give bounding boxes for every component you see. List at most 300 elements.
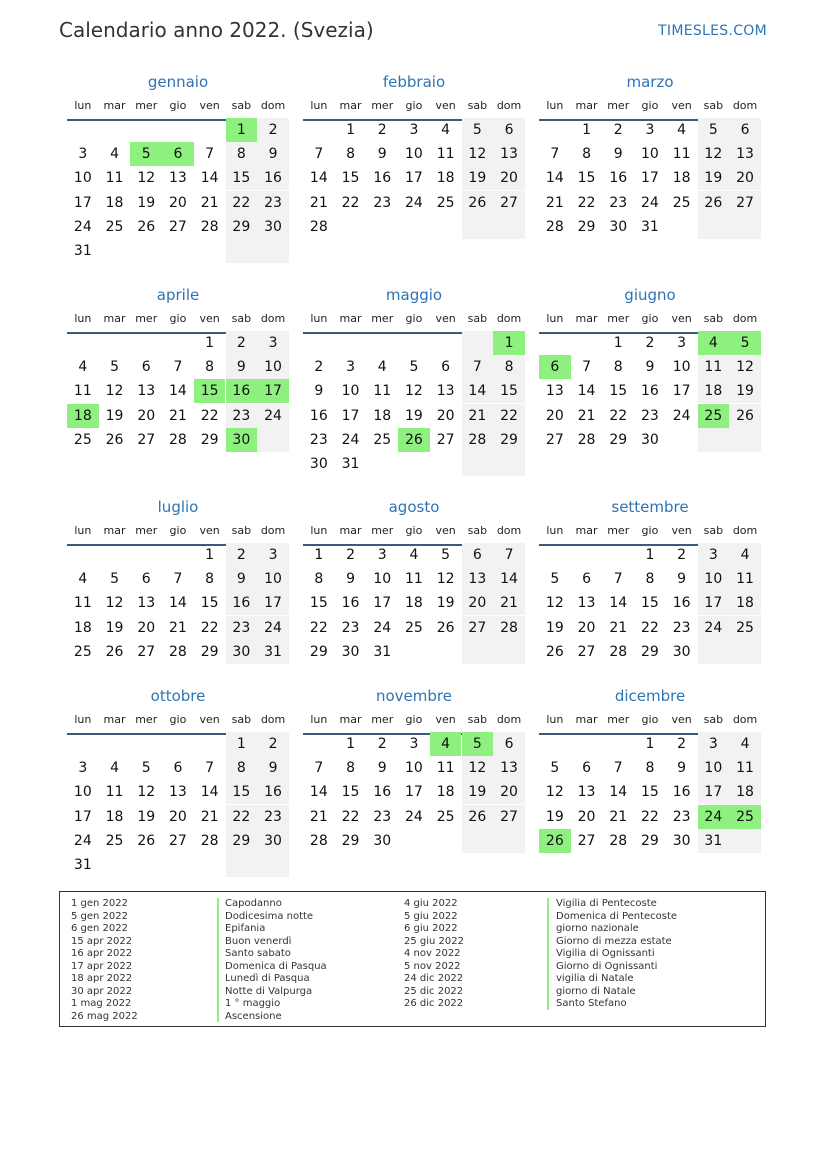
day-cell[interactable]: 1 — [205, 547, 215, 563]
day-cell[interactable]: 26 — [105, 643, 124, 660]
day-cell[interactable]: 28 — [609, 643, 628, 660]
day-cell[interactable]: 9 — [645, 359, 655, 376]
day-cell[interactable]: 8 — [493, 355, 525, 379]
day-cell[interactable]: 31 — [373, 643, 392, 660]
day-cell[interactable]: 22 — [200, 619, 219, 636]
day-cell[interactable]: 8 — [346, 146, 355, 163]
day-cell[interactable]: 18 — [105, 194, 124, 211]
day-cell[interactable]: 25 — [373, 431, 392, 448]
day-cell[interactable]: 1 — [645, 547, 655, 563]
day-cell[interactable]: 3 — [257, 331, 289, 355]
day-cell[interactable]: 11 — [698, 355, 730, 379]
day-cell[interactable]: 7 — [493, 543, 525, 567]
day-cell[interactable]: 1 — [314, 547, 324, 563]
day-cell[interactable]: 27 — [577, 832, 596, 849]
day-cell[interactable]: 14 — [462, 379, 494, 403]
day-cell[interactable]: 26 — [137, 832, 156, 849]
day-cell[interactable]: 5 — [441, 547, 451, 563]
day-cell[interactable]: 14 — [493, 567, 525, 591]
day-cell[interactable]: 5 — [550, 571, 560, 588]
day-cell[interactable]: 28 — [462, 428, 494, 452]
day-cell[interactable]: 5 — [729, 331, 761, 355]
day-cell[interactable]: 30 — [309, 456, 328, 472]
day-cell[interactable]: 22 — [200, 407, 219, 424]
day-cell[interactable]: 21 — [309, 808, 328, 825]
day-cell[interactable]: 2 — [314, 359, 324, 376]
day-cell[interactable]: 21 — [609, 619, 628, 636]
day-cell[interactable]: 13 — [545, 383, 564, 400]
day-cell[interactable]: 31 — [698, 829, 730, 853]
day-cell[interactable]: 7 — [173, 359, 183, 376]
brand-logo-text[interactable]: TIMESLES.COM — [658, 23, 767, 39]
day-cell[interactable]: 4 — [698, 331, 730, 355]
day-cell[interactable]: 22 — [226, 191, 258, 215]
day-cell[interactable]: 7 — [613, 571, 623, 588]
day-cell[interactable]: 2 — [677, 547, 687, 563]
day-cell[interactable]: 22 — [341, 194, 360, 211]
day-cell[interactable]: 4 — [729, 732, 761, 756]
day-cell[interactable]: 13 — [169, 170, 187, 187]
day-cell[interactable]: 18 — [373, 407, 392, 424]
day-cell[interactable]: 12 — [137, 784, 156, 801]
day-cell[interactable]: 3 — [346, 359, 355, 376]
day-cell[interactable]: 3 — [377, 547, 387, 563]
day-cell[interactable]: 5 — [141, 760, 151, 777]
day-cell[interactable]: 26 — [436, 619, 455, 636]
day-cell[interactable]: 21 — [169, 407, 187, 424]
day-cell[interactable]: 26 — [698, 191, 730, 215]
day-cell[interactable]: 19 — [405, 407, 423, 424]
day-cell[interactable]: 8 — [613, 359, 623, 376]
day-cell[interactable]: 8 — [346, 760, 355, 777]
day-cell[interactable]: 21 — [577, 407, 596, 424]
day-cell[interactable]: 26 — [137, 218, 156, 235]
day-cell[interactable]: 3 — [409, 736, 419, 752]
day-cell[interactable]: 15 — [309, 595, 328, 612]
day-cell[interactable]: 24 — [405, 808, 423, 825]
day-cell[interactable]: 2 — [377, 736, 387, 752]
day-cell[interactable]: 8 — [205, 359, 215, 376]
day-cell[interactable]: 1 — [613, 335, 623, 351]
day-cell[interactable]: 3 — [698, 732, 730, 756]
day-cell[interactable]: 10 — [73, 170, 92, 187]
day-cell[interactable]: 16 — [226, 379, 258, 403]
day-cell[interactable]: 18 — [436, 784, 455, 801]
day-cell[interactable]: 19 — [436, 595, 455, 612]
day-cell[interactable]: 28 — [309, 218, 328, 235]
day-cell[interactable]: 16 — [672, 595, 691, 612]
day-cell[interactable]: 27 — [545, 431, 564, 448]
day-cell[interactable]: 20 — [169, 194, 187, 211]
day-cell[interactable]: 15 — [226, 780, 258, 804]
day-cell[interactable]: 27 — [137, 431, 156, 448]
day-cell[interactable]: 25 — [729, 616, 761, 640]
day-cell[interactable]: 17 — [698, 591, 730, 615]
day-cell[interactable]: 24 — [698, 616, 730, 640]
day-cell[interactable]: 3 — [78, 760, 88, 777]
day-cell[interactable]: 30 — [672, 643, 691, 660]
day-cell[interactable]: 2 — [346, 547, 355, 563]
day-cell[interactable]: 12 — [436, 571, 455, 588]
day-cell[interactable]: 20 — [577, 808, 596, 825]
day-cell[interactable]: 16 — [373, 784, 392, 801]
day-cell[interactable]: 14 — [609, 784, 628, 801]
day-cell[interactable]: 29 — [577, 218, 596, 235]
day-cell[interactable]: 6 — [462, 543, 494, 567]
day-cell[interactable]: 1 — [226, 118, 258, 142]
day-cell[interactable]: 22 — [609, 407, 628, 424]
day-cell[interactable]: 15 — [609, 383, 628, 400]
day-cell[interactable]: 20 — [545, 407, 564, 424]
day-cell[interactable]: 4 — [441, 122, 451, 138]
day-cell[interactable]: 15 — [341, 170, 360, 187]
day-cell[interactable]: 6 — [539, 355, 571, 379]
day-cell[interactable]: 16 — [672, 784, 691, 801]
day-cell[interactable]: 9 — [226, 567, 258, 591]
day-cell[interactable]: 24 — [405, 194, 423, 211]
day-cell[interactable]: 8 — [582, 146, 591, 163]
day-cell[interactable]: 5 — [110, 359, 119, 376]
day-cell[interactable]: 23 — [309, 431, 328, 448]
day-cell[interactable]: 18 — [672, 170, 691, 187]
day-cell[interactable]: 25 — [672, 194, 691, 211]
day-cell[interactable]: 18 — [729, 591, 761, 615]
day-cell[interactable]: 3 — [257, 543, 289, 567]
day-cell[interactable]: 6 — [141, 359, 151, 376]
day-cell[interactable]: 27 — [729, 191, 761, 215]
day-cell[interactable]: 25 — [405, 619, 423, 636]
day-cell[interactable]: 17 — [373, 595, 392, 612]
day-cell[interactable]: 2 — [226, 331, 258, 355]
day-cell[interactable]: 16 — [226, 591, 258, 615]
day-cell[interactable]: 20 — [137, 407, 156, 424]
day-cell[interactable]: 13 — [169, 784, 187, 801]
day-cell[interactable]: 30 — [257, 829, 289, 853]
day-cell[interactable]: 1 — [226, 732, 258, 756]
day-cell[interactable]: 18 — [405, 595, 423, 612]
day-cell[interactable]: 17 — [257, 591, 289, 615]
day-cell[interactable]: 13 — [493, 756, 525, 780]
day-cell[interactable]: 6 — [582, 571, 591, 588]
day-cell[interactable]: 20 — [493, 780, 525, 804]
day-cell[interactable]: 9 — [377, 760, 387, 777]
day-cell[interactable]: 10 — [257, 355, 289, 379]
day-cell[interactable]: 13 — [462, 567, 494, 591]
day-cell[interactable]: 17 — [73, 194, 92, 211]
day-cell[interactable]: 20 — [137, 619, 156, 636]
day-cell[interactable]: 5 — [698, 118, 730, 142]
day-cell[interactable]: 8 — [226, 142, 258, 166]
day-cell[interactable]: 4 — [729, 543, 761, 567]
day-cell[interactable]: 4 — [78, 571, 88, 588]
day-cell[interactable]: 26 — [729, 404, 761, 428]
day-cell[interactable]: 10 — [73, 784, 92, 801]
day-cell[interactable]: 25 — [436, 194, 455, 211]
day-cell[interactable]: 4 — [110, 146, 119, 163]
day-cell[interactable]: 4 — [78, 359, 88, 376]
day-cell[interactable]: 28 — [609, 832, 628, 849]
day-cell[interactable]: 7 — [173, 571, 183, 588]
day-cell[interactable]: 24 — [373, 619, 392, 636]
day-cell[interactable]: 12 — [545, 784, 564, 801]
day-cell[interactable]: 14 — [545, 170, 564, 187]
day-cell[interactable]: 5 — [462, 732, 494, 756]
day-cell[interactable]: 6 — [729, 118, 761, 142]
day-cell[interactable]: 25 — [105, 218, 124, 235]
day-cell[interactable]: 20 — [436, 407, 455, 424]
day-cell[interactable]: 2 — [226, 543, 258, 567]
day-cell[interactable]: 5 — [462, 118, 494, 142]
day-cell[interactable]: 14 — [200, 784, 219, 801]
day-cell[interactable]: 29 — [609, 431, 628, 448]
day-cell[interactable]: 3 — [409, 122, 419, 138]
day-cell[interactable]: 11 — [373, 383, 392, 400]
day-cell[interactable]: 25 — [73, 643, 92, 660]
day-cell[interactable]: 16 — [641, 383, 659, 400]
day-cell[interactable]: 15 — [577, 170, 596, 187]
day-cell[interactable]: 15 — [226, 166, 258, 190]
day-cell[interactable]: 25 — [729, 805, 761, 829]
day-cell[interactable]: 18 — [729, 780, 761, 804]
day-cell[interactable]: 9 — [257, 756, 289, 780]
day-cell[interactable]: 23 — [257, 191, 289, 215]
day-cell[interactable]: 30 — [257, 215, 289, 239]
day-cell[interactable]: 11 — [105, 170, 124, 187]
day-cell[interactable]: 3 — [645, 122, 655, 138]
day-cell[interactable]: 29 — [641, 832, 659, 849]
day-cell[interactable]: 29 — [200, 643, 219, 660]
day-cell[interactable]: 14 — [609, 595, 628, 612]
day-cell[interactable]: 23 — [373, 808, 392, 825]
day-cell[interactable]: 18 — [436, 170, 455, 187]
day-cell[interactable]: 23 — [672, 619, 691, 636]
day-cell[interactable]: 21 — [545, 194, 564, 211]
day-cell[interactable]: 26 — [462, 191, 494, 215]
day-cell[interactable]: 23 — [609, 194, 628, 211]
day-cell[interactable]: 16 — [309, 407, 328, 424]
day-cell[interactable]: 24 — [257, 404, 289, 428]
day-cell[interactable]: 6 — [141, 571, 151, 588]
day-cell[interactable]: 27 — [169, 832, 187, 849]
day-cell[interactable]: 19 — [545, 619, 564, 636]
day-cell[interactable]: 17 — [698, 780, 730, 804]
day-cell[interactable]: 9 — [677, 571, 687, 588]
day-cell[interactable]: 19 — [462, 166, 494, 190]
day-cell[interactable]: 17 — [641, 170, 659, 187]
day-cell[interactable]: 10 — [698, 567, 730, 591]
day-cell[interactable]: 28 — [200, 218, 219, 235]
day-cell[interactable]: 1 — [582, 122, 591, 138]
day-cell[interactable]: 12 — [462, 756, 494, 780]
day-cell[interactable]: 30 — [641, 431, 659, 448]
day-cell[interactable]: 14 — [200, 170, 219, 187]
day-cell[interactable]: 13 — [137, 595, 156, 612]
day-cell[interactable]: 19 — [105, 407, 124, 424]
day-cell[interactable]: 7 — [205, 760, 215, 777]
day-cell[interactable]: 31 — [641, 218, 659, 235]
day-cell[interactable]: 18 — [698, 379, 730, 403]
day-cell[interactable]: 9 — [314, 383, 324, 400]
day-cell[interactable]: 9 — [613, 146, 623, 163]
day-cell[interactable]: 16 — [257, 166, 289, 190]
day-cell[interactable]: 21 — [200, 808, 219, 825]
day-cell[interactable]: 8 — [645, 571, 655, 588]
day-cell[interactable]: 1 — [346, 122, 355, 138]
day-cell[interactable]: 9 — [346, 571, 355, 588]
day-cell[interactable]: 28 — [309, 832, 328, 849]
day-cell[interactable]: 11 — [436, 760, 455, 777]
day-cell[interactable]: 11 — [73, 383, 92, 400]
day-cell[interactable]: 20 — [169, 808, 187, 825]
day-cell[interactable]: 4 — [409, 547, 419, 563]
day-cell[interactable]: 15 — [200, 595, 219, 612]
day-cell[interactable]: 19 — [105, 619, 124, 636]
day-cell[interactable]: 14 — [169, 383, 187, 400]
day-cell[interactable]: 22 — [577, 194, 596, 211]
day-cell[interactable]: 23 — [641, 407, 659, 424]
day-cell[interactable]: 22 — [493, 404, 525, 428]
day-cell[interactable]: 7 — [205, 146, 215, 163]
day-cell[interactable]: 21 — [169, 619, 187, 636]
day-cell[interactable]: 27 — [577, 643, 596, 660]
day-cell[interactable]: 15 — [194, 379, 226, 403]
day-cell[interactable]: 23 — [257, 805, 289, 829]
day-cell[interactable]: 13 — [729, 142, 761, 166]
day-cell[interactable]: 24 — [698, 805, 730, 829]
day-cell[interactable]: 29 — [226, 215, 258, 239]
day-cell[interactable]: 27 — [493, 805, 525, 829]
day-cell[interactable]: 21 — [309, 194, 328, 211]
day-cell[interactable]: 31 — [257, 640, 289, 664]
day-cell[interactable]: 3 — [698, 543, 730, 567]
day-cell[interactable]: 15 — [493, 379, 525, 403]
day-cell[interactable]: 11 — [672, 146, 691, 163]
day-cell[interactable]: 3 — [78, 146, 88, 163]
day-cell[interactable]: 27 — [169, 218, 187, 235]
day-cell[interactable]: 13 — [436, 383, 455, 400]
day-cell[interactable]: 23 — [373, 194, 392, 211]
day-cell[interactable]: 25 — [436, 808, 455, 825]
day-cell[interactable]: 18 — [105, 808, 124, 825]
day-cell[interactable]: 15 — [641, 784, 659, 801]
day-cell[interactable]: 10 — [641, 146, 659, 163]
day-cell[interactable]: 11 — [105, 784, 124, 801]
day-cell[interactable]: 9 — [257, 142, 289, 166]
day-cell[interactable]: 14 — [169, 595, 187, 612]
day-cell[interactable]: 18 — [73, 619, 92, 636]
day-cell[interactable]: 17 — [73, 808, 92, 825]
day-cell[interactable]: 7 — [613, 760, 623, 777]
day-cell[interactable]: 27 — [436, 431, 455, 448]
day-cell[interactable]: 21 — [462, 404, 494, 428]
day-cell[interactable]: 4 — [430, 732, 462, 756]
day-cell[interactable]: 4 — [110, 760, 119, 777]
day-cell[interactable]: 27 — [462, 616, 494, 640]
day-cell[interactable]: 11 — [729, 756, 761, 780]
day-cell[interactable]: 17 — [405, 784, 423, 801]
day-cell[interactable]: 10 — [341, 383, 360, 400]
day-cell[interactable]: 8 — [205, 571, 215, 588]
day-cell[interactable]: 25 — [73, 431, 92, 448]
day-cell[interactable]: 12 — [462, 142, 494, 166]
day-cell[interactable]: 23 — [341, 619, 360, 636]
day-cell[interactable]: 5 — [130, 142, 162, 166]
day-cell[interactable]: 7 — [582, 359, 591, 376]
day-cell[interactable]: 1 — [346, 736, 355, 752]
day-cell[interactable]: 17 — [405, 170, 423, 187]
day-cell[interactable]: 19 — [729, 379, 761, 403]
day-cell[interactable]: 19 — [698, 166, 730, 190]
day-cell[interactable]: 30 — [373, 832, 392, 849]
day-cell[interactable]: 12 — [545, 595, 564, 612]
day-cell[interactable]: 24 — [73, 218, 92, 235]
day-cell[interactable]: 2 — [677, 736, 687, 752]
day-cell[interactable]: 24 — [257, 616, 289, 640]
day-cell[interactable]: 15 — [341, 784, 360, 801]
day-cell[interactable]: 30 — [226, 428, 258, 452]
day-cell[interactable]: 26 — [539, 829, 571, 853]
day-cell[interactable]: 4 — [677, 122, 687, 138]
day-cell[interactable]: 12 — [405, 383, 423, 400]
day-cell[interactable]: 25 — [105, 832, 124, 849]
day-cell[interactable]: 10 — [698, 756, 730, 780]
day-cell[interactable]: 25 — [698, 404, 730, 428]
day-cell[interactable]: 17 — [672, 383, 691, 400]
day-cell[interactable]: 29 — [309, 643, 328, 660]
day-cell[interactable]: 8 — [314, 571, 324, 588]
day-cell[interactable]: 27 — [493, 191, 525, 215]
day-cell[interactable]: 28 — [169, 643, 187, 660]
day-cell[interactable]: 11 — [729, 567, 761, 591]
day-cell[interactable]: 26 — [105, 431, 124, 448]
day-cell[interactable]: 6 — [162, 142, 194, 166]
day-cell[interactable]: 23 — [226, 616, 258, 640]
day-cell[interactable]: 29 — [493, 428, 525, 452]
day-cell[interactable]: 31 — [341, 456, 360, 472]
day-cell[interactable]: 14 — [577, 383, 596, 400]
day-cell[interactable]: 4 — [377, 359, 387, 376]
day-cell[interactable]: 2 — [257, 732, 289, 756]
day-cell[interactable]: 12 — [729, 355, 761, 379]
day-cell[interactable]: 16 — [609, 170, 628, 187]
day-cell[interactable]: 31 — [73, 243, 92, 259]
day-cell[interactable]: 10 — [405, 146, 423, 163]
day-cell[interactable]: 8 — [226, 756, 258, 780]
day-cell[interactable]: 29 — [200, 431, 219, 448]
day-cell[interactable]: 19 — [462, 780, 494, 804]
day-cell[interactable]: 3 — [677, 335, 687, 351]
day-cell[interactable]: 16 — [341, 595, 360, 612]
day-cell[interactable]: 22 — [226, 805, 258, 829]
day-cell[interactable]: 28 — [169, 431, 187, 448]
day-cell[interactable]: 11 — [436, 146, 455, 163]
day-cell[interactable]: 6 — [493, 732, 525, 756]
day-cell[interactable]: 30 — [609, 218, 628, 235]
day-cell[interactable]: 13 — [137, 383, 156, 400]
day-cell[interactable]: 23 — [226, 404, 258, 428]
day-cell[interactable]: 28 — [545, 218, 564, 235]
day-cell[interactable]: 9 — [226, 355, 258, 379]
day-cell[interactable]: 10 — [373, 571, 392, 588]
day-cell[interactable]: 2 — [257, 118, 289, 142]
day-cell[interactable]: 8 — [645, 760, 655, 777]
day-cell[interactable]: 28 — [493, 616, 525, 640]
day-cell[interactable]: 10 — [257, 567, 289, 591]
day-cell[interactable]: 7 — [314, 760, 324, 777]
day-cell[interactable]: 26 — [545, 643, 564, 660]
day-cell[interactable]: 6 — [493, 118, 525, 142]
day-cell[interactable]: 30 — [226, 640, 258, 664]
